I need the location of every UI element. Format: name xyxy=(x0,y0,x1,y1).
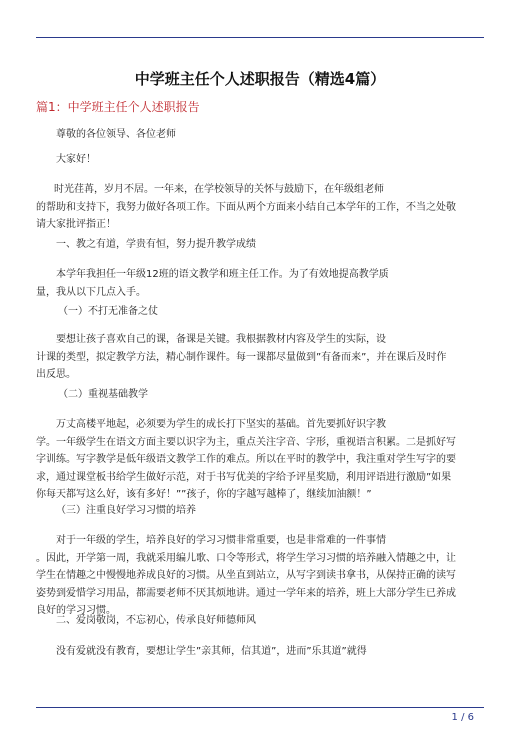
document-title: 中学班主任个人述职报告（精选4篇） xyxy=(134,70,386,88)
paragraph-line: 良好的学习习惯。 xyxy=(36,605,116,616)
paragraph-line: 尊敬的各位领导、各位老师 xyxy=(56,129,176,140)
paragraph-line: 对于一年级的学生，培养良好的学习习惯非常重要，也是非常难的一件事情 xyxy=(56,535,386,546)
paragraph-line: 学。一年级学生在语文方面主要以识字为主，重点关注字音、字形，重视语言积累。二是抓好写 xyxy=(36,436,456,448)
paragraph-line: 万丈高楼平地起，必须要为学生的成长打下坚实的基础。首先要抓好识字教 xyxy=(56,419,386,430)
paragraph-line: 二、爱岗敬岗，不忘初心，传承良好师德师风 xyxy=(56,615,256,626)
paragraph xyxy=(36,532,488,620)
paragraph xyxy=(36,416,488,504)
paragraph xyxy=(36,151,488,169)
paragraph-line: 没有爱就没有教育，要想让学生”亲其师，信其道”，进而”乐其道”就得 xyxy=(56,646,367,657)
section-heading: 篇1：中学班主任个人述职报告 xyxy=(36,100,200,114)
paragraph xyxy=(36,331,488,384)
paragraph-line: 姿势到爱惜学习用品，都需要老师不厌其烦地讲。通过一学年来的培养，班上大部分学生已养成 xyxy=(36,587,456,599)
paragraph xyxy=(36,181,488,234)
paragraph-line: （三）注重良好学习习惯的培养 xyxy=(56,505,196,516)
paragraph-line: 。因此，开学第一周，我就采用编儿歌、口令等形式，将学生学习习惯的培养融入情趣之中，让 xyxy=(36,552,456,564)
paragraph xyxy=(36,643,488,661)
paragraph-line: 要想让孩子喜欢自己的课，备课是关键。我根据教材内容及学生的实际，设 xyxy=(56,334,386,345)
paragraph-line: （一）不打无准备之仗 xyxy=(58,306,158,317)
paragraph xyxy=(36,303,488,321)
paragraph-line: 求，通过课堂板书给学生做好示范，对于书写优美的字给予评星奖励，利用评语进行激励”如果 xyxy=(36,471,452,483)
paragraph-line: 请大家批评指正！ xyxy=(36,219,116,230)
paragraph-line: 学生在情趣之中慢慢地养成良好的习惯。从坐直到站立，从写字到读书拿书，从保持正确的读写 xyxy=(36,570,456,581)
paragraph-line: 一、教之有道，学贵有恒，努力提升教学成绩 xyxy=(56,239,256,250)
paragraph-line: 计课的类型，拟定教学方法，精心制作课件。每一课都尽量做到”有备而来”，并在课后及时作 xyxy=(36,351,447,363)
page-indicator: 1 / 6 xyxy=(451,712,474,723)
paragraph xyxy=(36,502,488,520)
paragraph xyxy=(36,236,488,254)
paragraph-line: 字训练。写字教学是低年级语文教学工作的难点。所以在平时的教学中，我注重对学生写字的要 xyxy=(36,454,456,465)
paragraph-line: 本学年我担任一年级12班的语文教学和班主任工作。为了有效地提高教学质 xyxy=(56,269,389,280)
paragraph-line: （二）重视基础教学 xyxy=(58,389,148,400)
paragraph-line: 量，我从以下几点入手。 xyxy=(36,286,146,298)
footer-rule xyxy=(36,707,484,708)
paragraph xyxy=(36,126,488,144)
paragraph-line: 出反思。 xyxy=(36,369,76,380)
paragraph xyxy=(36,266,488,301)
paragraph-line: 大家好！ xyxy=(56,154,96,165)
paragraph-line: 时光荏苒，岁月不居。一年来，在学校领导的关怀与鼓励下，在年级组老师 xyxy=(54,184,384,195)
paragraph-line: 的帮助和支持下，我努力做好各项工作。下面从两个方面来小结自己本学年的工作，不当之处敬 xyxy=(36,201,456,213)
paragraph xyxy=(36,386,488,404)
paragraph xyxy=(36,612,488,630)
header-rule xyxy=(36,37,484,38)
paragraph-line: 你每天都写这么好，该有多好！””孩子，你的字越写越棒了，继续加油额！” xyxy=(36,489,372,500)
